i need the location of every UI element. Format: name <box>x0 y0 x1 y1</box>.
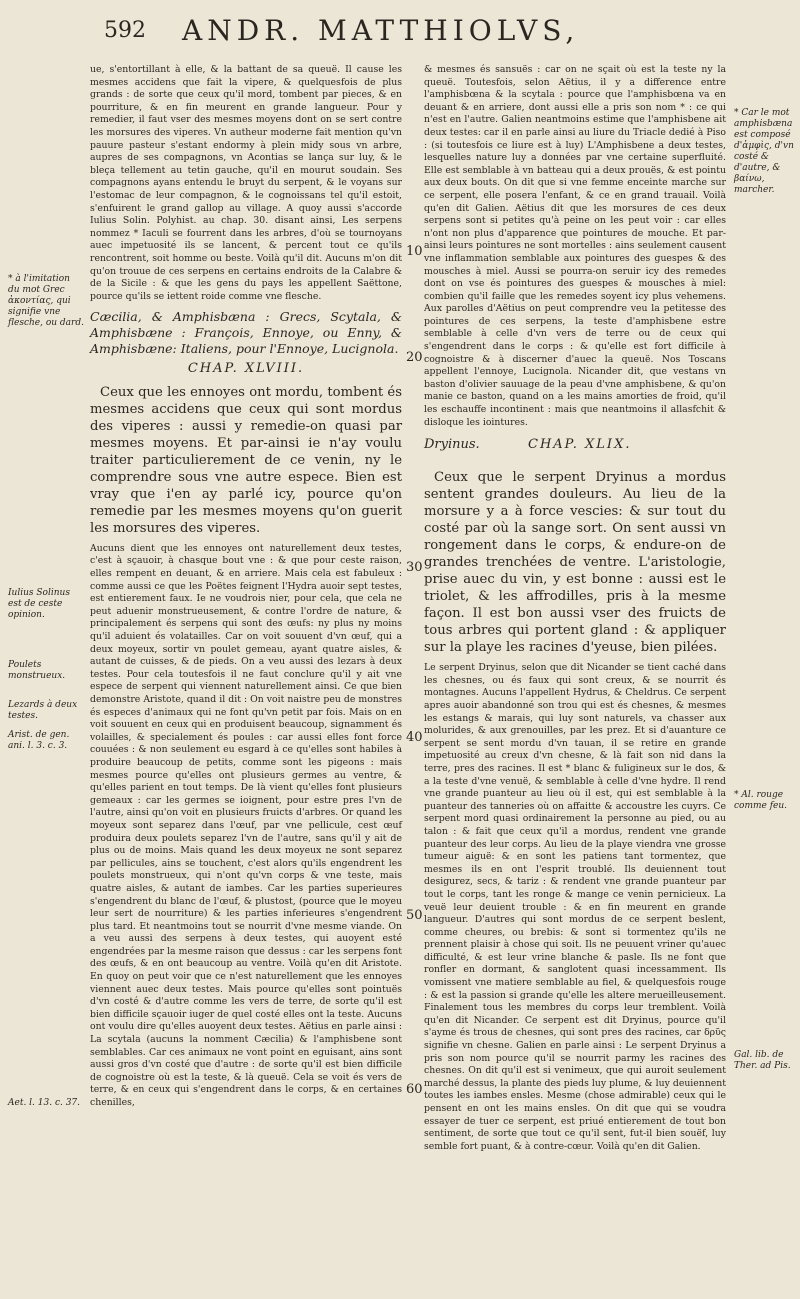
synonyms-heading: Cæcilia, & Amphisbæna : Grecs, Scytala, & Amphisbæne : François, Ennoye, ou Enny, & Amphisbæne: Italiens, pour l'Ennoye, Lucignola. <box>90 309 402 357</box>
margin-note: Lezards à deux testes. <box>8 700 78 721</box>
margin-note: * à l'imitation du mot Grec ἀκοντίας, qui signifie vne flesche, ou dard. <box>8 274 84 328</box>
left-column <box>90 64 402 1114</box>
margin-note: Iulius Solinus est de ceste opinion. <box>8 588 70 620</box>
margin-note: Gal. lib. de Ther. ad Pis. <box>734 1050 791 1071</box>
margin-note: * Al. rouge comme feu. <box>734 790 788 811</box>
page-number: 592 <box>104 18 146 43</box>
page-header <box>104 14 744 48</box>
line-number: 50 <box>406 908 423 923</box>
paragraph: Le serpent Dryinus, selon que dit Nicander se tient caché dans les chesnes, ou és faux qui sont creux, & se nourrit és montagnes. Aucuns l'appellent Hydrus, & Cheldrus. Ce serpent apres auoir abandonné son trou qui est és chesnes, & mesmes les estangs & marais, qui luy sont naturels, va chasser aux molurides, & aux grenouilles, par les prez. Et si d'auanture ce serpent se sent mordu d'vn tauan, il se retire en grande impetuosité au creux d'vn chesne, & là fait son nid dans la terre, pres des racines. Il est * blanc & fuligineux sur le dos, & a la teste d'vne venuë, & semblable à celle d'vne hydre. Il rend vne grande puanteur au lieu où il est, qui est semblable à la puanteur des tanneries où on affaitte & accoustre les cuyrs. Ce serpent mord quasi ordinairement la personne au pied, ou au talon : & fait que ceux qu'il a mordus, rendent vne grande puanteur des leur corps. Au lieu de la playe viendra vne grosse tumeur aiguë: & en sont les patiens tant tormentez, que mesmes ils en ont l'esprit troublé. Ils deuiennent tout desigurez, secs, & tariz : & rendent vne grande puanteur par tout le corps, tant les ronge & mange ce venin pernicieux. La veuë leur deuient trouble : & en fin meurent en grande langueur. D'autres qui sont mordus de ce serpent beslent, comme cheures, ou brebis: & sont si tormentez qu'ils ne prennent plaisir à chose qui soit. Ils ne peuuent vriner qu'auec difficulté, & est leur vrine blanche & pasle. Ils ne font que ronfler en dormant, & sanglotent quasi incessamment. Ils vomissent vne matiere semblable au fiel, & quelquesfois rouge : & est la passion si grande qu'elle les altere merueilleusement. Finalement tous les membres du corps leur tremblent. Voilà qu'en dit Nicander. Ce serpent est dit Dryinus, pource qu'il s'ayme és trous de chesnes, qui sont pres des racines, car δρῦς signifie vn chesne. Galien en parle ainsi : Le serpent Dryinus a pris son nom pource qu'il se nourrit parmy les racines des chesnes. On dit qu'il est si venimeux, que qui auroit seulement marché dessus, la plante des pieds luy plume, & luy deuiennent toutes les iambes ensles. Mesme (chose admirable) ceux qui le pensent en ont les mains ensles. On dit que qui se voudra essayer de tuer ce serpent, est priué entierement de tout bon sentiment, de sorte que tout ce qu'il sent, fut-il bien souëf, luy semble fort puant, & à contre-cœur. Voilà qu'en dit Galien. <box>424 662 726 1152</box>
line-number: 20 <box>406 350 423 365</box>
running-title: ANDR. MATTHIOLVS, <box>182 14 580 47</box>
paragraph: Aucuns dient que les ennoyes ont naturellement deux testes, c'est à sçauoir, à chasque bout vne : & que pour ceste raison, elles rempent en deuant, & en arriere. Mais cela est fabuleux : comme aussi ce que les Poëtes feignent l'Hydra auoir sept testes, est entierement faux. Ie ne voudrois nier, pour cela, que cela ne peut aduenir monstrueusement, & contre l'ordre de nature, & principalement és serpens qui sont des œufs: ny plus ny moins qu'il aduient és volatailles. Car on voit souuent d'vn œuf, qui a deux moyeux, sortir vn poulet gemeau, ayant quatre aisles, & autant de cuisses, & de pieds. On a veu aussi des lezars à deux testes. Pour cela toutesfois il ne faut conclure qu'il y ait vne espece de serpent qui viennent naturellement ainsi. Ce que bien demonstre Aristote, quand il dit : On voit naistre peu de monstres és especes d'animaux qui ne font qu'vn petit par fois. Mais on en voit souuent en ceux qui en produisent beaucoup, signamment és volailles, & specialement és poules : car aussi elles font force couuées : & non seulement eu esgard à ce qu'elles sont habiles à produire beaucoup de petits, comme sont les pigeons : mais mesmes pource qu'elles ont plusieurs germes au ventre, & qu'elles parient en tout temps. De là vient qu'elles font plusieurs gemeaux : car les germes se ioignent, pour estre pres l'vn de l'autre, ainsi qu'on voit en plusieurs fruicts d'arbres. Or quand les moyeux sont separez dans l'œuf, par vne pellicule, cest œuf produira deux poulets separez l'vn de l'autre, sans qu'il y ait de plus ou de moins. Mais quand les deux moyeux ne sont separez par pellicules, ains se touchent, c'est alors qu'ils engendrent les poulets monstrueux, qui n'ont qu'vn corps & vne teste, mais quatre aisles, & autant de iambes. Car les parties superieures s'engendrent du blanc de l'œuf, & plustost, (pource que le moyeu leur sert de nourriture) & les parties inferieures s'engendrent plus tard. Et neantmoins tout se nourrit d'vne mesme viande. On a veu aussi des serpens à deux testes, qui auoyent esté engendrées par la mesme raison que dessus : car les serpens font des œufs, & en ont beaucoup au ventre. Voilà qu'en dit Aristote. En quoy on peut voir que ce n'est naturellement que les ennoyes viennent auec deux testes. Mais pource qu'elles sont pointuës d'vn costé & d'autre comme les vers de terre, de sorte qu'il est bien difficile sçauoir iuger de quel costé elles ont la teste. Aucuns ont voulu dire qu'elles auoyent deux testes. Aëtius en parle ainsi : La scytala (aucuns la nomment Cæcilia) & l'amphisbene sont semblables. Car ces animaux ne vont point en eguisant, ains sont aussi gros d'vn costé que d'autre : de sorte qu'il est bien difficile de cognoistre où est la teste, & là queuë. Cela se voit és vers de terre, & en ceux qui s'engendrent dans le corps, & en certaines chenilles, <box>90 542 402 1108</box>
chapter-heading: CHAP. XLIX. <box>528 437 632 453</box>
paragraph: ue, s'entortillant à elle, & la battant de sa queuë. Il cause les mesmes accidens que fait la vipere, & quelquesfois de plus grands : de sorte que ceux qu'il mord, tombent par pieces, & en pourriture, & en fin meurent en grande langueur. Pour y remedier, il faut vser des mesmes moyens dont on se sert contre les morsures des viperes. Vn autheur moderne fait mention qu'vn pauure pasteur s'estant endormy à plein midy sous vn arbre, aupres de ses compagnons, vn Acontias se lança sur luy, & le bleça tellement au tetin gauche, qu'il en mourut soudain. Ses compagnons ayans entendu le bruyt du serpent, & le voyans sur l'estomac de leur compagnon, & le cognoissans tel qu'il estoit, s'enfuirent le grand gallop au village. A quoy aussi s'accorde Iulius Solin. Polyhist. au chap. 30. disant ainsi, Les serpens nommez * Iaculi se fourrent dans les arbres, d'où se tournoyans auec impetuosité ils se lancent, & percent tout ce qu'ils rencontrent, soit homme ou beste. Voilà qu'il dit. Aucuns m'on dit qu'on trouue de ces serpens en certains endroits de la Calabre & de la Sicile : & que les gens du pays les appellent Saëttone, pource qu'ils se iettent roide comme vne flesche. <box>90 64 402 302</box>
chapter-summary <box>90 384 402 537</box>
section-label: Dryinus. <box>424 437 480 453</box>
paragraph: Ceux que les ennoyes ont mordu, tombent és mesmes accidens que ceux qui sont mordus des viperes : aussi y remedie-on quasi par mesmes moyens. Et par-ainsi ie n'ay voulu traiter particulierement de ce venin, ny le comprendre sous vne autre espece. Bien est vray que i'en ay parlé icy, pource qu'on remedie par les mesmes moyens qu'on guerit les morsures des viperes. <box>90 384 402 536</box>
paragraph: Ceux que le serpent Dryinus a mordus sentent grandes douleurs. Au lieu de la morsure y a à force vescies: & sur tout du costé par où la sange sort. On sent aussi vn rongement dans le corps, & endure-on de grandes trenchées de ventre. L'aristologie, prise auec du vin, y est bonne : aussi est le triolet, & les affrodilles, pris à la mesme façon. Il est bon aussi vser des fruicts de tous arbres qui portent gland : & appliquer sur la playe les racines d'yeuse, bien pilées. <box>424 470 726 656</box>
margin-note: * Car le mot amphisbæna est composé d'ἀμφὶς, d'vn costé & d'autre, & βαίνω, marcher. <box>734 108 794 195</box>
chapter-heading-row <box>424 439 726 461</box>
line-number: 60 <box>406 1082 423 1097</box>
margin-note: Aet. l. 13. c. 37. <box>8 1098 81 1108</box>
margin-note: Poulets monstrueux. <box>8 660 66 681</box>
chapter-summary <box>424 469 726 656</box>
line-number: 40 <box>406 730 423 745</box>
margin-note: Arist. de gen. ani. l. 3. c. 3. <box>8 730 70 751</box>
chapter-heading: CHAP. XLVIII. <box>187 361 305 377</box>
paragraph: & mesmes és sansuës : car on ne sçait où est la teste ny la queuë. Toutesfois, selon Aëtius, il y a difference entre l'amphisbœna & la scytala : pource que l'amphisbœna va en deuant & en arriere, dont aussi elle a pris son nom * : ce qui n'est en l'autre. Galien neantmoins estime que l'amphisbene ait deux testes: car il en parle ainsi au liure du Triacle dedié à Piso : (si toutesfois ce liure est à luy) L'Amphisbene a deux testes, lesquelles nature luy a données par vne certaine superfluité. Elle est semblable à vn batteau qui a deux prouës, & est pointu aux deux bouts. On dit que si vne femme enceinte marche sur ce serpent, elle posera l'enfant, & ce en grand trauail. Voilà qu'en dit Galien. Aëtius dit que les morsures de ces deux serpens sont si petites qu'à peine on les peut voir : car elles n'ont non plus d'apparence que pointures de mouche. Et par-ainsi leurs pointures ne sont mortelles : ains seulement causent vne inflammation semblable aux pointures des guespes & des mousches à miel. Aussi se pourra-on seruir icy des remedes dont on vse és pointures des guespes & mousches à miel: combien qu'il faille que les remedes soyent icy plus vehemens. Aux parolles d'Aëtius on peut comprendre veu la petitesse des pointures de ces serpens, la teste d'amphisbene estre semblable à celle d'vn vers de terre ou de ceux qui s'engendrent dans le corps : & qu'elle est fort difficile à cognoistre & à discerner d'auec la queuë. Nos Toscans appellent l'ennoye, Lucignola. Nicander dit, que vestans vn baston d'olivier sauuage de la peau d'vne amphisbene, & qu'on manie ce baston, quand on a les mains amorties de froid, qu'il les eschauffe incontinent : mais que neantmoins il allasfchit & disloque les iointures. <box>424 64 726 428</box>
line-number: 30 <box>406 560 423 575</box>
line-number: 10 <box>406 244 423 259</box>
right-column <box>424 64 726 1157</box>
